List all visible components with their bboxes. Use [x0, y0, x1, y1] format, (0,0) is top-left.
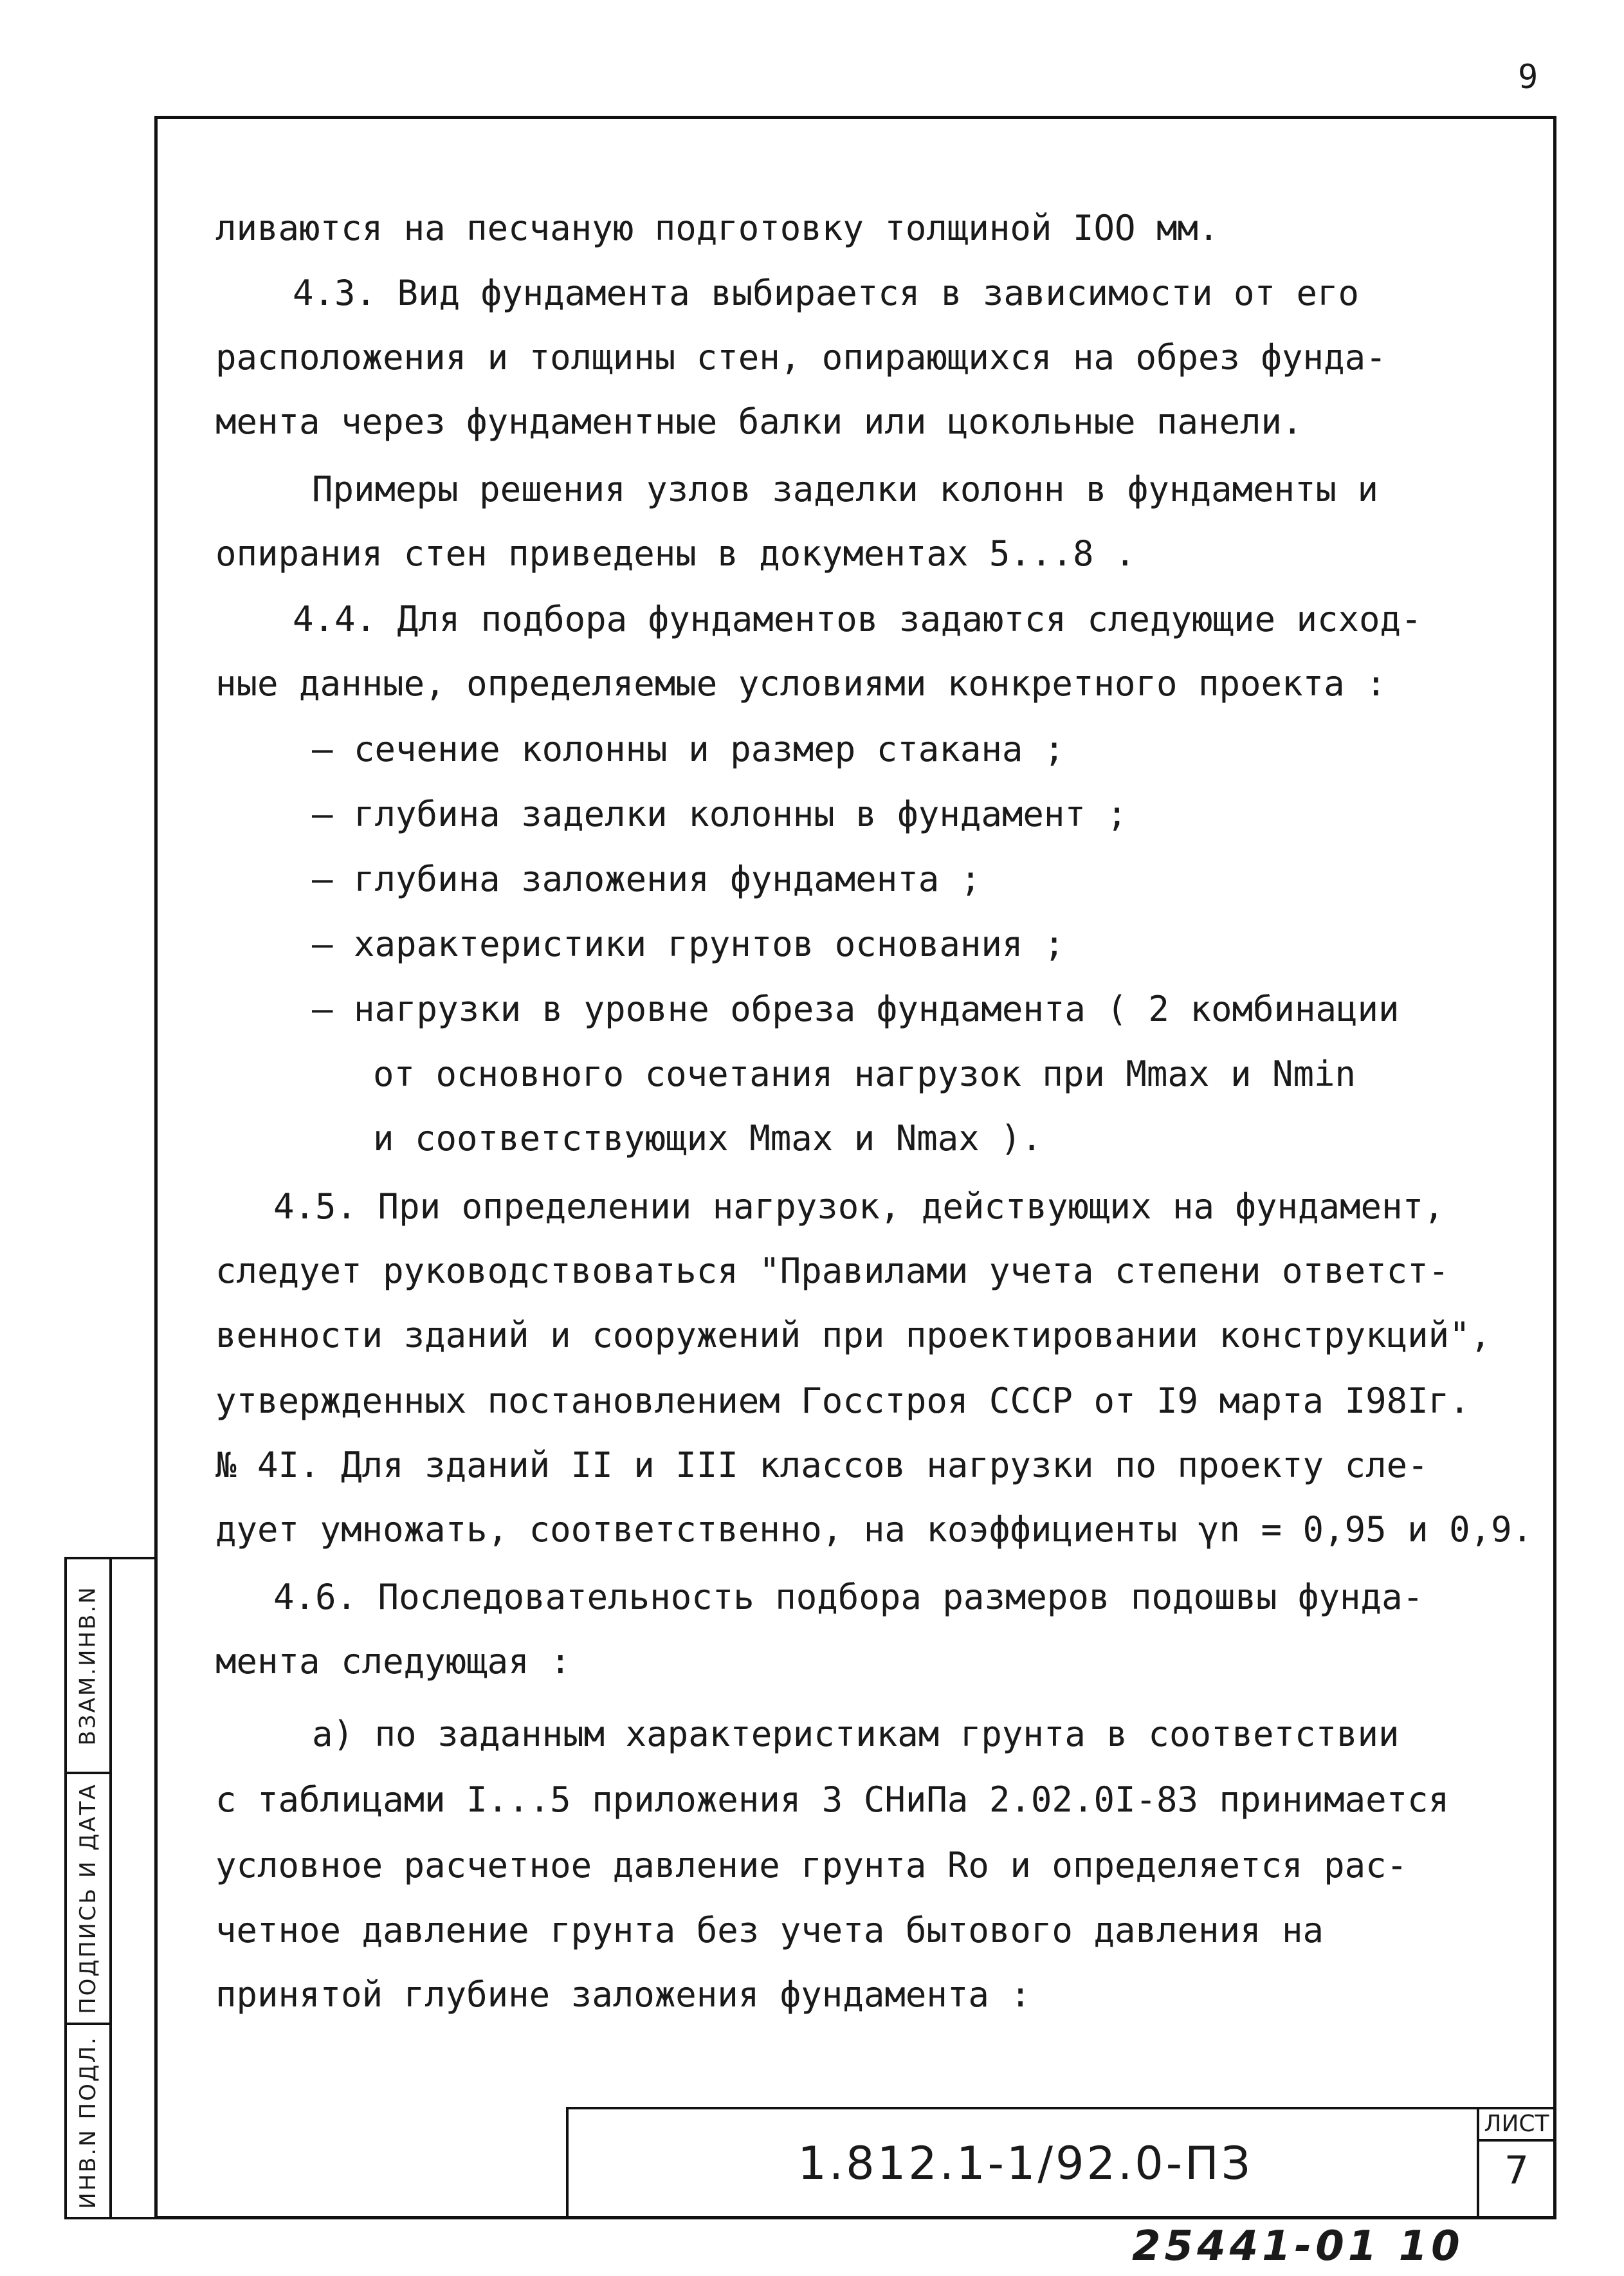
body-line: 4.6. Последовательность подбора размеров подошвы фунда- — [273, 1577, 1424, 1617]
sheet-cell — [1477, 2109, 1554, 2217]
sheet-label: ЛИСТ — [1479, 2109, 1554, 2142]
side-stamp — [64, 1557, 154, 2219]
archive-number: 25441-01 10 — [1132, 2223, 1464, 2270]
body-line: № 4I. Для зданий II и III классов нагрузки по проекту сле- — [215, 1445, 1428, 1485]
list-item: – глубина заделки колонны в фундамент ; — [312, 794, 1127, 834]
list-item: – нагрузки в уровне обреза фундамента ( 2 комбинации — [312, 989, 1400, 1029]
document-code: 1.812.1-1/92.0-ПЗ — [798, 2136, 1253, 2190]
sheet-number: 7 — [1504, 2148, 1529, 2193]
list-item-continuation: от основного сочетания нагрузок при Mmax и Nmin — [373, 1054, 1356, 1094]
body-line: Примеры решения узлов заделки колонн в фундаменты и — [312, 469, 1379, 509]
body-line: принятой глубине заложения фундамента : — [215, 1974, 1031, 2015]
body-line: а) по заданным характеристикам грунта в соответствии — [312, 1714, 1400, 1754]
body-line: опирания стен приведены в документах 5...8 . — [215, 533, 1136, 574]
list-item-continuation: и соответствующих Mmax и Nmax ). — [373, 1118, 1043, 1159]
body-line: ные данные, определяемые условиями конкретного проекта : — [215, 663, 1387, 704]
page-number: 9 — [1518, 58, 1538, 96]
list-item: – глубина заложения фундамента ; — [312, 859, 981, 899]
body-line: дует умножать, соответственно, на коэффициенты γn = 0,95 и 0,9. — [215, 1509, 1533, 1550]
body-line: расположения и толщины стен, опирающихся на обрез фунда- — [215, 337, 1387, 378]
body-line: утвержденных постановлением Госстроя СССР от I9 марта I98Iг. — [215, 1381, 1470, 1421]
body-line: 4.3. Вид фундамента выбирается в зависимости от его — [293, 273, 1360, 313]
stamp-label-original-inv: ИНВ.N ПОДЛ. — [75, 2035, 102, 2209]
body-line: мента следующая : — [215, 1641, 571, 1682]
body-line: мента через фундаментные балки или цокольные панели. — [215, 401, 1303, 442]
body-line: 4.5. При определении нагрузок, действующих на фундамент, — [273, 1186, 1445, 1227]
title-block — [566, 2107, 1556, 2219]
body-line: венности зданий и сооружений при проектировании конструкций", — [215, 1315, 1492, 1355]
stamp-label-replacement-inv: ВЗАМ.ИНВ.N — [75, 1585, 101, 1746]
list-item: – сечение колонны и размер стакана ; — [312, 729, 1065, 769]
body-line: четное давление грунта без учета бытового давления на — [215, 1910, 1324, 1950]
list-item: – характеристики грунтов основания ; — [312, 924, 1065, 964]
body-line: с таблицами I...5 приложения 3 СНиПа 2.02.0I-83 принимается — [215, 1779, 1450, 1820]
body-line: ливаются на песчаную подготовку толщиной IOO мм. — [215, 208, 1219, 248]
stamp-divider — [109, 1559, 112, 2217]
body-line: 4.4. Для подбора фундаментов задаются следующие исход- — [293, 599, 1422, 639]
body-line: условное расчетное давление грунта Ro и определяется рас- — [215, 1845, 1408, 1886]
stamp-label-signature-date: ПОДПИСЬ И ДАТА — [75, 1783, 102, 2014]
body-line: следует руководствоваться "Правилами учета степени ответст- — [215, 1251, 1450, 1291]
